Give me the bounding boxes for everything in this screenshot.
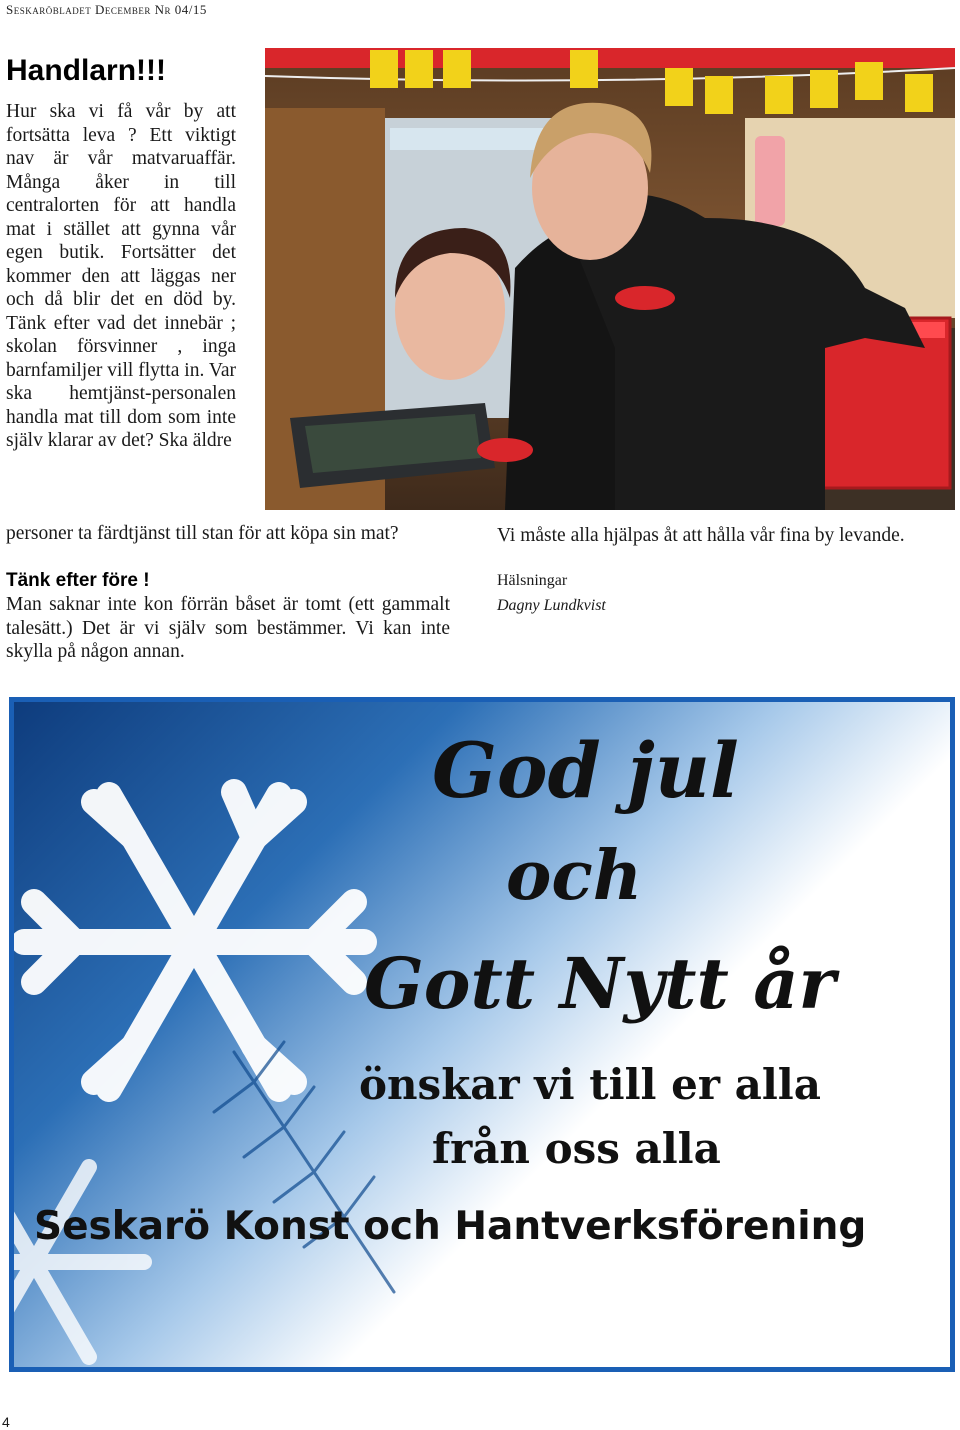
poster-line-onskar: önskar vi till er alla	[359, 1060, 821, 1109]
poster-line-gott-nytt-ar: Gott Nytt år	[364, 942, 836, 1025]
poster-line-och: och	[506, 836, 643, 916]
poster-organization: Seskarö Konst och Hantverksförening	[34, 1204, 867, 1249]
closing-text: Vi måste alla hjälpas åt att hålla vår fina by levande.	[497, 525, 905, 546]
page-number: 4	[2, 1414, 10, 1430]
running-head: Seskaröbladet December Nr 04/15	[6, 2, 207, 17]
signature: Dagny Lundkvist	[497, 597, 606, 614]
poster-line-fran: från oss alla	[432, 1124, 721, 1173]
store-scene-illustration	[265, 48, 955, 510]
store-staff-photo	[265, 48, 955, 510]
poster-line-god-jul: God jul	[432, 726, 739, 815]
article-paragraph-2: personer ta färdtjänst till stan för att köpa sin mat?	[6, 523, 399, 544]
article-paragraph-3: Man saknar inte kon förrän båset är tomt (ett gammalt talesätt.) Det är vi själv som bestämmer. Vi kan inte skylla på någon annan.	[6, 594, 450, 662]
article-paragraph-1: Hur ska vi få vår by att fortsätta leva ? Ett viktigt nav är vår matvaruaffär. Många åker in till centralorten för att handla mat i stället att gynna vår egen butik. Fortsätter det kommer den att läggas ner och då blir det en död by. Tänk efter vad det innebär ; skolan försvinner , inga barnfamiljer vill flytta in. Var ska hemtjänst-personalen handla mat till dom som inte själv klarar av det? Ska äldre	[6, 101, 236, 451]
article-title: Handlarn!!!	[6, 54, 166, 87]
article-subheading: Tänk efter före !	[6, 570, 150, 591]
christmas-greeting-poster	[9, 697, 955, 1372]
greeting: Hälsningar	[497, 572, 568, 589]
